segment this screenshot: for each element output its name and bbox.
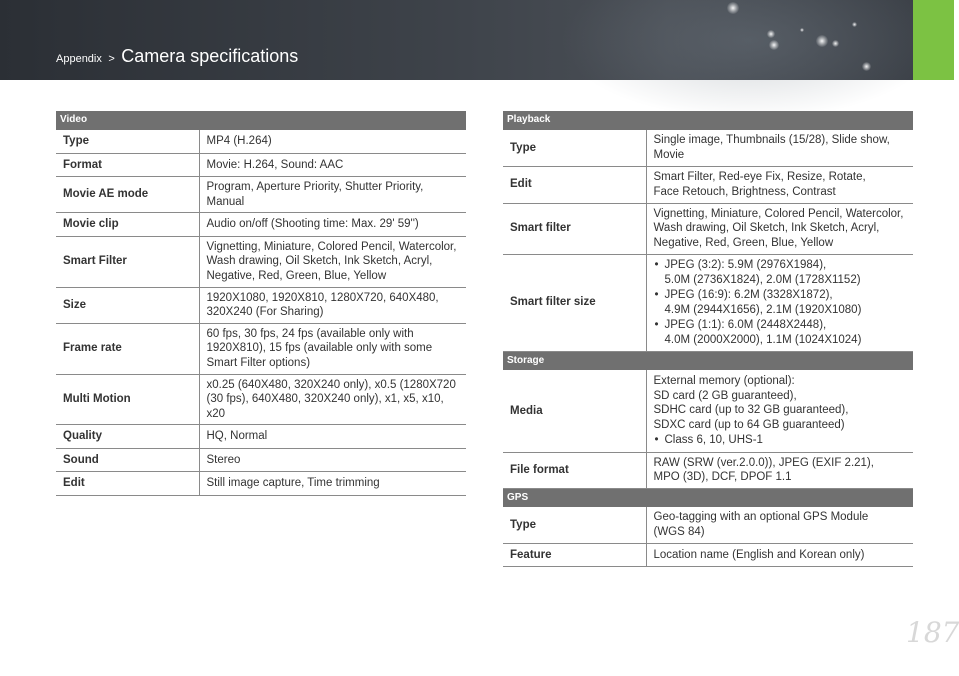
value-line: • JPEG (16:9): 6.2M (3328X1872), bbox=[664, 289, 833, 301]
spec-value bbox=[646, 254, 913, 351]
spec-value bbox=[646, 166, 913, 203]
spec-value bbox=[646, 543, 913, 567]
value-line: 1920X1080, 1920X810, 1280X720, 640X480, bbox=[206, 291, 439, 304]
sparkle-decoration bbox=[816, 35, 828, 47]
spec-value bbox=[646, 507, 913, 543]
sparkle-decoration bbox=[832, 40, 839, 47]
spec-label: Type bbox=[503, 507, 646, 543]
value-line: Audio on/off (Shooting time: Max. 29' 59'') bbox=[206, 218, 419, 230]
spec-row bbox=[503, 203, 913, 254]
spec-label: Sound bbox=[56, 448, 199, 472]
page-header bbox=[0, 0, 954, 80]
spec-label: Smart filter size bbox=[503, 254, 646, 351]
value-line: MP4 (H.264) bbox=[206, 135, 272, 147]
value-line: 60 fps, 30 fps, 24 fps (available only with bbox=[206, 327, 414, 340]
spec-label: File format bbox=[503, 452, 646, 488]
value-line: (30 fps), 640X480, 320X240 only), x1, x5, x10, x20 bbox=[206, 393, 444, 420]
value-line: Manual bbox=[206, 195, 245, 208]
breadcrumb-parent[interactable]: Appendix bbox=[56, 53, 102, 65]
value-line: SD card (2 GB guaranteed), bbox=[653, 389, 797, 402]
spec-value bbox=[199, 177, 466, 213]
sparkle-decoration bbox=[767, 30, 775, 38]
spec-label: Smart filter bbox=[503, 203, 646, 254]
value-line: Vignetting, Miniature, Colored Pencil, Watercolor, bbox=[206, 240, 457, 253]
spec-row bbox=[503, 452, 913, 488]
spec-label: Movie AE mode bbox=[56, 177, 199, 213]
value-line: • JPEG (1:1): 6.0M (2448X2448), bbox=[664, 319, 827, 331]
spec-row bbox=[56, 472, 466, 496]
spec-value bbox=[646, 452, 913, 488]
spec-row bbox=[503, 543, 913, 567]
breadcrumb-separator: > bbox=[108, 53, 115, 65]
sparkle-decoration bbox=[852, 22, 857, 27]
spec-label: Edit bbox=[56, 472, 199, 496]
spec-value bbox=[199, 425, 466, 449]
spec-label: Format bbox=[56, 153, 199, 177]
breadcrumb bbox=[56, 46, 298, 67]
value-line: Face Retouch, Brightness, Contrast bbox=[653, 185, 836, 198]
sparkle-decoration bbox=[769, 40, 779, 50]
value-line: Negative, Red, Green, Blue, Yellow bbox=[206, 269, 387, 282]
value-line: SDXC card (up to 64 GB guaranteed) bbox=[653, 418, 845, 431]
spec-value bbox=[199, 323, 466, 374]
spec-row bbox=[503, 166, 913, 203]
value-line: Program, Aperture Priority, Shutter Priority, bbox=[206, 181, 424, 193]
spec-row bbox=[56, 287, 466, 323]
spec-label: Size bbox=[56, 287, 199, 323]
spec-label: Type bbox=[56, 130, 199, 153]
spec-row bbox=[503, 254, 913, 351]
spec-value bbox=[199, 213, 466, 237]
section-title: Video bbox=[56, 111, 466, 130]
value-line: Still image capture, Time trimming bbox=[206, 477, 380, 489]
playback-storage-gps-table bbox=[503, 111, 913, 567]
section-header-video bbox=[56, 111, 466, 130]
page-number: 187 bbox=[906, 616, 959, 649]
spec-row bbox=[56, 374, 466, 425]
video-spec-table bbox=[56, 111, 466, 496]
value-line: 4.0M (2000X2000), 1.1M (1024X1024) bbox=[664, 333, 862, 346]
value-line: x0.25 (640X480, 320X240 only), x0.5 (1280X720 bbox=[206, 378, 456, 391]
spec-label: Multi Motion bbox=[56, 374, 199, 425]
value-line: Geo-tagging with an optional GPS Module bbox=[653, 511, 869, 524]
value-line: MPO (3D), DCF, DPOF 1.1 bbox=[653, 471, 792, 483]
value-line: Movie bbox=[653, 148, 685, 161]
spec-label: Movie clip bbox=[56, 213, 199, 237]
value-line: RAW (SRW (ver.2.0.0)), JPEG (EXIF 2.21), bbox=[653, 456, 874, 469]
section-title: GPS bbox=[503, 488, 913, 507]
section-header-gps bbox=[503, 488, 913, 507]
value-line: 1920X810), 15 fps (available only with some bbox=[206, 342, 433, 355]
value-line: Negative, Red, Green, Blue, Yellow bbox=[653, 236, 834, 249]
section-title: Storage bbox=[503, 351, 913, 370]
value-line: Wash drawing, Oil Sketch, Ink Sketch, Acryl, bbox=[206, 255, 433, 268]
value-line: HQ, Normal bbox=[206, 430, 268, 442]
spec-value bbox=[199, 153, 466, 177]
spec-row bbox=[56, 213, 466, 237]
spec-label: Type bbox=[503, 130, 646, 166]
spec-value bbox=[199, 472, 466, 496]
spec-row bbox=[56, 425, 466, 449]
header-glow bbox=[560, 0, 940, 120]
spec-label: Edit bbox=[503, 166, 646, 203]
spec-row bbox=[503, 370, 913, 452]
bullet-item bbox=[654, 258, 907, 287]
spec-label: Frame rate bbox=[56, 323, 199, 374]
spec-value bbox=[199, 374, 466, 425]
spec-row bbox=[56, 236, 466, 287]
value-line: External memory (optional): bbox=[653, 375, 795, 387]
spec-value bbox=[199, 287, 466, 323]
chapter-tab bbox=[913, 0, 954, 80]
value-line: 320X240 (For Sharing) bbox=[206, 306, 324, 318]
section-header-playback bbox=[503, 111, 913, 130]
value-line: Smart Filter options) bbox=[206, 356, 311, 369]
spec-value bbox=[199, 236, 466, 287]
spec-row bbox=[56, 323, 466, 374]
spec-row bbox=[56, 130, 466, 153]
section-header-storage bbox=[503, 351, 913, 370]
spec-row bbox=[56, 448, 466, 472]
sparkle-decoration bbox=[727, 2, 739, 14]
spec-value bbox=[199, 448, 466, 472]
value-line: Smart Filter, Red-eye Fix, Resize, Rotate, bbox=[653, 171, 866, 183]
spec-label: Quality bbox=[56, 425, 199, 449]
sparkle-decoration bbox=[862, 62, 871, 71]
value-line: 4.9M (2944X1656), 2.1M (1920X1080) bbox=[664, 303, 862, 316]
spec-value bbox=[646, 203, 913, 254]
bullet-list bbox=[654, 258, 907, 347]
spec-label: Feature bbox=[503, 543, 646, 567]
value-line: Wash drawing, Oil Sketch, Ink Sketch, Acryl, bbox=[653, 222, 880, 235]
value-line: • Class 6, 10, UHS-1 bbox=[664, 434, 763, 446]
value-line: 5.0M (2736X1824), 2.0M (1728X1152) bbox=[664, 273, 861, 286]
value-line: • JPEG (3:2): 5.9M (2976X1984), bbox=[664, 259, 827, 271]
bullet-list bbox=[654, 433, 907, 448]
spec-label: Media bbox=[503, 370, 646, 452]
section-title: Playback bbox=[503, 111, 913, 130]
value-line: SDHC card (up to 32 GB guaranteed), bbox=[653, 404, 849, 416]
page-title: Camera specifications bbox=[121, 46, 299, 66]
spec-value bbox=[646, 130, 913, 166]
value-line: (WGS 84) bbox=[653, 525, 705, 538]
bullet-item bbox=[654, 288, 907, 317]
value-line: Location name (English and Korean only) bbox=[653, 548, 865, 561]
spec-row bbox=[503, 507, 913, 543]
spec-row bbox=[503, 130, 913, 166]
bullet-item bbox=[654, 433, 907, 448]
sparkle-decoration bbox=[800, 28, 804, 32]
spec-label: Smart Filter bbox=[56, 236, 199, 287]
value-line: Single image, Thumbnails (15/28), Slide show, bbox=[653, 134, 890, 147]
value-line: Stereo bbox=[206, 453, 241, 466]
value-line: Movie: H.264, Sound: AAC bbox=[206, 158, 344, 171]
bullet-item bbox=[654, 318, 907, 347]
spec-value bbox=[646, 370, 913, 452]
spec-row bbox=[56, 177, 466, 213]
value-line: Vignetting, Miniature, Colored Pencil, Watercolor, bbox=[653, 207, 904, 220]
spec-row bbox=[56, 153, 466, 177]
spec-value bbox=[199, 130, 466, 153]
